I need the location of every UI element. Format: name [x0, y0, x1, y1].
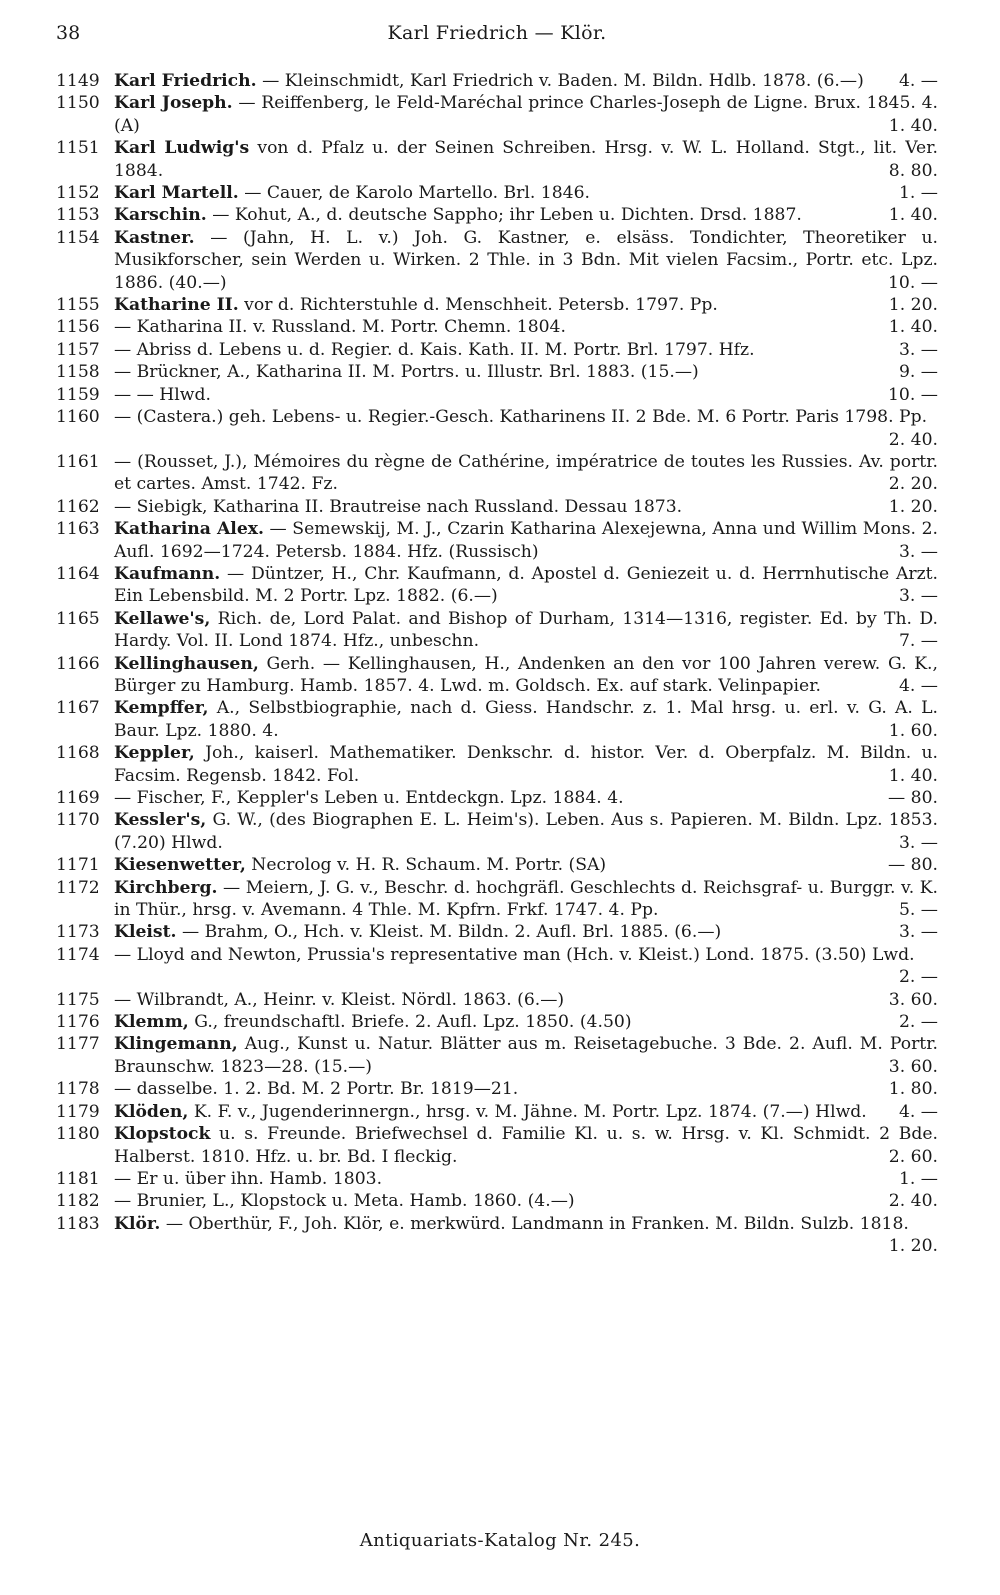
entry-number: 1152 [56, 183, 100, 204]
entry-price: 4. — [898, 1101, 938, 1122]
entry-price: — 80. [888, 788, 938, 808]
catalog-entry [56, 854, 938, 876]
catalog-entry [56, 70, 938, 92]
entry-number: 1162 [56, 496, 100, 517]
catalog-entry [56, 742, 938, 787]
entry-heading: Kirchberg. [114, 877, 218, 898]
entry-number: 1167 [56, 698, 100, 719]
catalog-entry [56, 1213, 938, 1258]
entry-price: 3. — [898, 339, 938, 360]
entry-number: 1179 [56, 1101, 100, 1122]
entry-number: 1175 [56, 989, 100, 1010]
entry-description: Aug., Kunst u. Natur. Blätter aus m. Reisetagebuche. 3 Bde. 2. Aufl. M. Portr. Braunschw. 1823—28. (15.—) [114, 1034, 938, 1077]
entry-price: 3. — [898, 922, 938, 943]
catalog-entry [56, 1101, 938, 1123]
entry-heading: Katharine II. [114, 295, 239, 316]
entry-description: — Oberthür, F., Joh. Klör, e. merkwürd. Landmann in Franken. M. Bildn. Sulzb. 1818. [160, 1213, 909, 1234]
catalog-entry [56, 944, 938, 989]
entry-description: A., Selbstbiographie, nach d. Giess. Handschr. z. 1. Mal hrsg. u. erl. v. G. A. L. Baur. Lpz. 1880. 4. [114, 698, 938, 741]
running-title: Karl Friedrich — Klör. [387, 22, 607, 44]
entry-heading: Karl Friedrich. [114, 71, 257, 91]
catalog-entry [56, 406, 938, 451]
entry-price: 2. 20. [888, 474, 938, 495]
entry-heading: Karl Martell. [114, 183, 239, 204]
entry-description: G., freundschaftl. Briefe. 2. Aufl. Lpz. 1850. (4.50) [188, 1012, 632, 1033]
entry-price: 1. — [898, 183, 938, 204]
entry-price: 1. 80. [888, 1079, 938, 1100]
entry-description: — Düntzer, H., Chr. Kaufmann, d. Apostel d. Geniezeit u. d. Herrnhutische Arzt. Ein Lebensbild. M. 2 Portr. Lpz. 1882. (6.—) [114, 563, 938, 607]
entry-heading: Klöden, [114, 1101, 189, 1122]
catalog-entry [56, 1123, 938, 1168]
entry-price: 3. 60. [888, 989, 938, 1010]
entry-number: 1157 [56, 339, 100, 360]
catalog-entry [56, 653, 938, 698]
entry-heading: Kempffer, [114, 698, 209, 719]
catalog-entry [56, 339, 938, 361]
entry-description: — Reiffenberg, le Feld-Maréchal prince Charles-Joseph de Ligne. Brux. 1845. 4. (A) [114, 93, 938, 136]
entry-description: — Brückner, A., Katharina II. M. Portrs. u. Illustr. Brl. 1883. (15.—) [114, 362, 699, 383]
entry-price: 4. — [898, 71, 938, 91]
entry-price: 8. 80. [888, 160, 938, 181]
catalog-entry [56, 451, 938, 496]
entry-price: 2. 60. [888, 1146, 938, 1167]
entry-heading: Klopstock [114, 1124, 211, 1145]
entry-number: 1165 [56, 608, 100, 629]
entry-price: 10. — [888, 272, 938, 293]
catalog-entry [56, 989, 938, 1011]
catalog-entry [56, 1168, 938, 1190]
entry-heading: Karl Joseph. [114, 93, 233, 114]
entry-heading: Kellawe's, [114, 608, 211, 629]
catalog-entry [56, 204, 938, 226]
entry-number: 1156 [56, 317, 100, 338]
catalog-entry [56, 384, 938, 406]
catalog-entry [56, 227, 938, 294]
entry-number: 1158 [56, 362, 100, 383]
entry-description: vor d. Richterstuhle d. Menschheit. Petersb. 1797. Pp. [238, 295, 718, 316]
entry-number: 1154 [56, 227, 100, 248]
entry-price: 3. — [898, 541, 938, 562]
entry-price: 5. — [898, 900, 938, 921]
catalog-entry [56, 137, 938, 182]
catalog-entry [56, 787, 938, 809]
page-header [56, 22, 938, 66]
catalog-entries [56, 70, 938, 1258]
entry-price: — 80. [888, 855, 938, 876]
entry-description: — Wilbrandt, A., Heinr. v. Kleist. Nördl. 1863. (6.—) [114, 989, 565, 1010]
entry-description: — Kohut, A., d. deutsche Sappho; ihr Leben u. Dichten. Drsd. 1887. [206, 205, 802, 226]
entry-heading: Karschin. [114, 205, 207, 226]
catalog-entry [56, 921, 938, 943]
entry-number: 1180 [56, 1124, 100, 1145]
entry-number: 1159 [56, 384, 100, 405]
entry-description: — Cauer, de Karolo Martello. Brl. 1846. [238, 183, 590, 204]
entry-description: — Siebigk, Katharina II. Brautreise nach Russland. Dessau 1873. [114, 496, 683, 517]
entry-heading: Kleist. [114, 922, 177, 943]
entry-price: 3. — [898, 832, 938, 853]
entry-price: 10. — [888, 384, 938, 405]
entry-price: 1. 40. [888, 317, 938, 338]
entry-number: 1176 [56, 1012, 100, 1033]
entry-number: 1183 [56, 1213, 100, 1234]
entry-price: 1. 40. [888, 765, 938, 786]
entry-description: Necrolog v. H. R. Schaum. M. Portr. (SA) [245, 855, 607, 876]
entry-heading: Kiesenwetter, [114, 855, 246, 876]
entry-description: Rich. de, Lord Palat. and Bishop of Durham, 1314—1316, register. Ed. by Th. D. Hardy. Vol. II. Lond 1874. Hfz., unbeschn. [114, 608, 938, 652]
entry-price: 2. — [898, 1012, 938, 1033]
entry-description: — — Hlwd. [114, 384, 211, 405]
entry-number: 1169 [56, 788, 100, 808]
entry-description: Gerh. — Kellinghausen, H., Andenken an den vor 100 Jahren verew. G. K., Bürger zu Hamburg. Hamb. 1857. 4. Lwd. m. Goldsch. Ex. auf stark. Velinpapier. [114, 653, 938, 696]
entry-number: 1164 [56, 563, 100, 584]
entry-description: — dasselbe. 1. 2. Bd. M. 2 Portr. Br. 1819—21. [114, 1079, 519, 1100]
entry-number: 1153 [56, 205, 100, 226]
entry-description: — (Jahn, H. L. v.) Joh. G. Kastner, e. elsäss. Tondichter, Theoretiker u. Musikforscher, sein Werden u. Wirken. 2 Thle. in 3 Bdn. Mit vielen Facsim., Portr. etc. Lpz. 1886. (40.—) [114, 227, 938, 293]
entry-description: — Kleinschmidt, Karl Friedrich v. Baden. M. Bildn. Hdlb. 1878. (6.—) [256, 71, 864, 91]
entry-description: u. s. Freunde. Briefwechsel d. Familie Kl. u. s. w. Hrsg. v. Kl. Schmidt. 2 Bde. Halberst. 1810. Hfz. u. br. Bd. I fleckig. [114, 1124, 938, 1167]
entry-price: 2. 40. [888, 429, 938, 450]
entry-description: Joh., kaiserl. Mathematiker. Denkschr. d. histor. Ver. d. Oberpfalz. M. Bildn. u. Facsim. Regensb. 1842. Fol. [114, 743, 938, 786]
entry-number: 1150 [56, 93, 100, 114]
entry-number: 1163 [56, 519, 100, 540]
entry-heading: Kessler's, [114, 810, 207, 831]
entry-heading: Klemm, [114, 1012, 189, 1033]
entry-number: 1177 [56, 1034, 100, 1055]
entry-price: 1. 20. [888, 295, 938, 316]
catalog-entry [56, 563, 938, 608]
catalog-entry [56, 809, 938, 854]
entry-heading: Kastner. [114, 227, 195, 248]
entry-heading: Karl Ludwig's [114, 138, 250, 159]
entry-description: — Er u. über ihn. Hamb. 1803. [114, 1168, 383, 1189]
entry-price: 1. 40. [888, 205, 938, 226]
catalog-entry [56, 1033, 938, 1078]
entry-heading: Klör. [114, 1213, 161, 1234]
page-footer: Antiquariats-Katalog Nr. 245. [359, 1530, 641, 1551]
entry-number: 1149 [56, 71, 100, 91]
entry-number: 1181 [56, 1168, 100, 1189]
catalog-entry [56, 1190, 938, 1212]
entry-description: G. W., (des Biographen E. L. Heim's). Leben. Aus s. Papieren. M. Bildn. Lpz. 1853. (7.20) Hlwd. [114, 810, 938, 853]
catalog-entry [56, 361, 938, 383]
entry-price: 1. 20. [888, 1236, 938, 1257]
entry-number: 1161 [56, 451, 100, 472]
entry-heading: Kellinghausen, [114, 653, 259, 674]
entry-number: 1173 [56, 922, 100, 943]
entry-number: 1155 [56, 295, 100, 316]
entry-number: 1151 [56, 138, 100, 159]
entry-price: 1. 40. [888, 115, 938, 136]
catalog-entry [56, 316, 938, 338]
entry-number: 1168 [56, 743, 100, 764]
entry-heading: Katharina Alex. [114, 519, 264, 540]
entry-number: 1174 [56, 944, 100, 965]
entry-description: — Lloyd and Newton, Prussia's representative man (Hch. v. Kleist.) Lond. 1875. (3.50) Lwd. [114, 944, 915, 965]
entry-description: — (Rousset, J.), Mémoires du règne de Cathérine, impératrice de toutes les Russies. Av. portr. et cartes. Amst. 1742. Fz. [114, 451, 938, 495]
catalog-entry [56, 182, 938, 204]
catalog-entry [56, 877, 938, 922]
entry-description: — Meiern, J. G. v., Beschr. d. hochgräfl. Geschlechts d. Reichsgraf- u. Burggr. v. K. in Thür., hrsg. v. Avemann. 4 Thle. M. Kpfrn. Frkf. 1747. 4. Pp. [114, 877, 938, 921]
entry-number: 1170 [56, 810, 100, 831]
entry-heading: Klingemann, [114, 1034, 238, 1055]
entry-price: 2. — [898, 967, 938, 988]
page-number: 38 [56, 22, 81, 44]
catalog-entry [56, 294, 938, 316]
entry-price: 7. — [898, 631, 938, 652]
entry-price: 1. — [898, 1168, 938, 1189]
entry-description: — Brahm, O., Hch. v. Kleist. M. Bildn. 2. Aufl. Brl. 1885. (6.—) [176, 922, 722, 943]
entry-number: 1166 [56, 653, 100, 674]
entry-heading: Kaufmann. [114, 563, 221, 584]
entry-price: 3. — [898, 586, 938, 607]
catalog-entry [56, 608, 938, 653]
entry-number: 1182 [56, 1191, 100, 1212]
catalog-entry [56, 518, 938, 563]
entry-description: — Fischer, F., Keppler's Leben u. Entdeckgn. Lpz. 1884. 4. [114, 788, 624, 808]
entry-price: 2. 40. [888, 1191, 938, 1212]
entry-price: 4. — [898, 675, 938, 696]
catalog-entry [56, 1078, 938, 1100]
entry-description: K. F. v., Jugenderinnergn., hrsg. v. M. Jähne. M. Portr. Lpz. 1874. (7.—) Hlwd. [188, 1101, 867, 1122]
entry-price: 9. — [898, 362, 938, 383]
entry-heading: Keppler, [114, 743, 195, 764]
entry-description: — Abriss d. Lebens u. d. Regier. d. Kais. Kath. II. M. Portr. Brl. 1797. Hfz. [114, 339, 755, 360]
catalog-entry [56, 1011, 938, 1033]
entry-number: 1178 [56, 1079, 100, 1100]
entry-description: — (Castera.) geh. Lebens- u. Regier.-Gesch. Katharinens II. 2 Bde. M. 6 Portr. Paris 1798. Pp. [114, 407, 928, 428]
entry-description: — Brunier, L., Klopstock u. Meta. Hamb. 1860. (4.—) [114, 1191, 575, 1212]
catalog-entry [56, 496, 938, 518]
entry-price: 3. 60. [888, 1056, 938, 1077]
catalog-entry [56, 92, 938, 137]
catalog-entry [56, 697, 938, 742]
entry-price: 1. 60. [888, 720, 938, 741]
entry-price: 1. 20. [888, 496, 938, 517]
entry-description: — Katharina II. v. Russland. M. Portr. Chemn. 1804. [114, 317, 566, 338]
entry-description: — Semewskij, M. J., Czarin Katharina Alexejewna, Anna und Willim Mons. 2. Aufl. 1692—1724. Petersb. 1884. Hfz. (Russisch) [114, 519, 938, 562]
entry-description: von d. Pfalz u. der Seinen Schreiben. Hrsg. v. W. L. Holland. Stgt., lit. Ver. 1884. [114, 138, 938, 181]
entry-number: 1160 [56, 407, 100, 428]
entry-number: 1171 [56, 855, 100, 876]
entry-number: 1172 [56, 877, 100, 898]
